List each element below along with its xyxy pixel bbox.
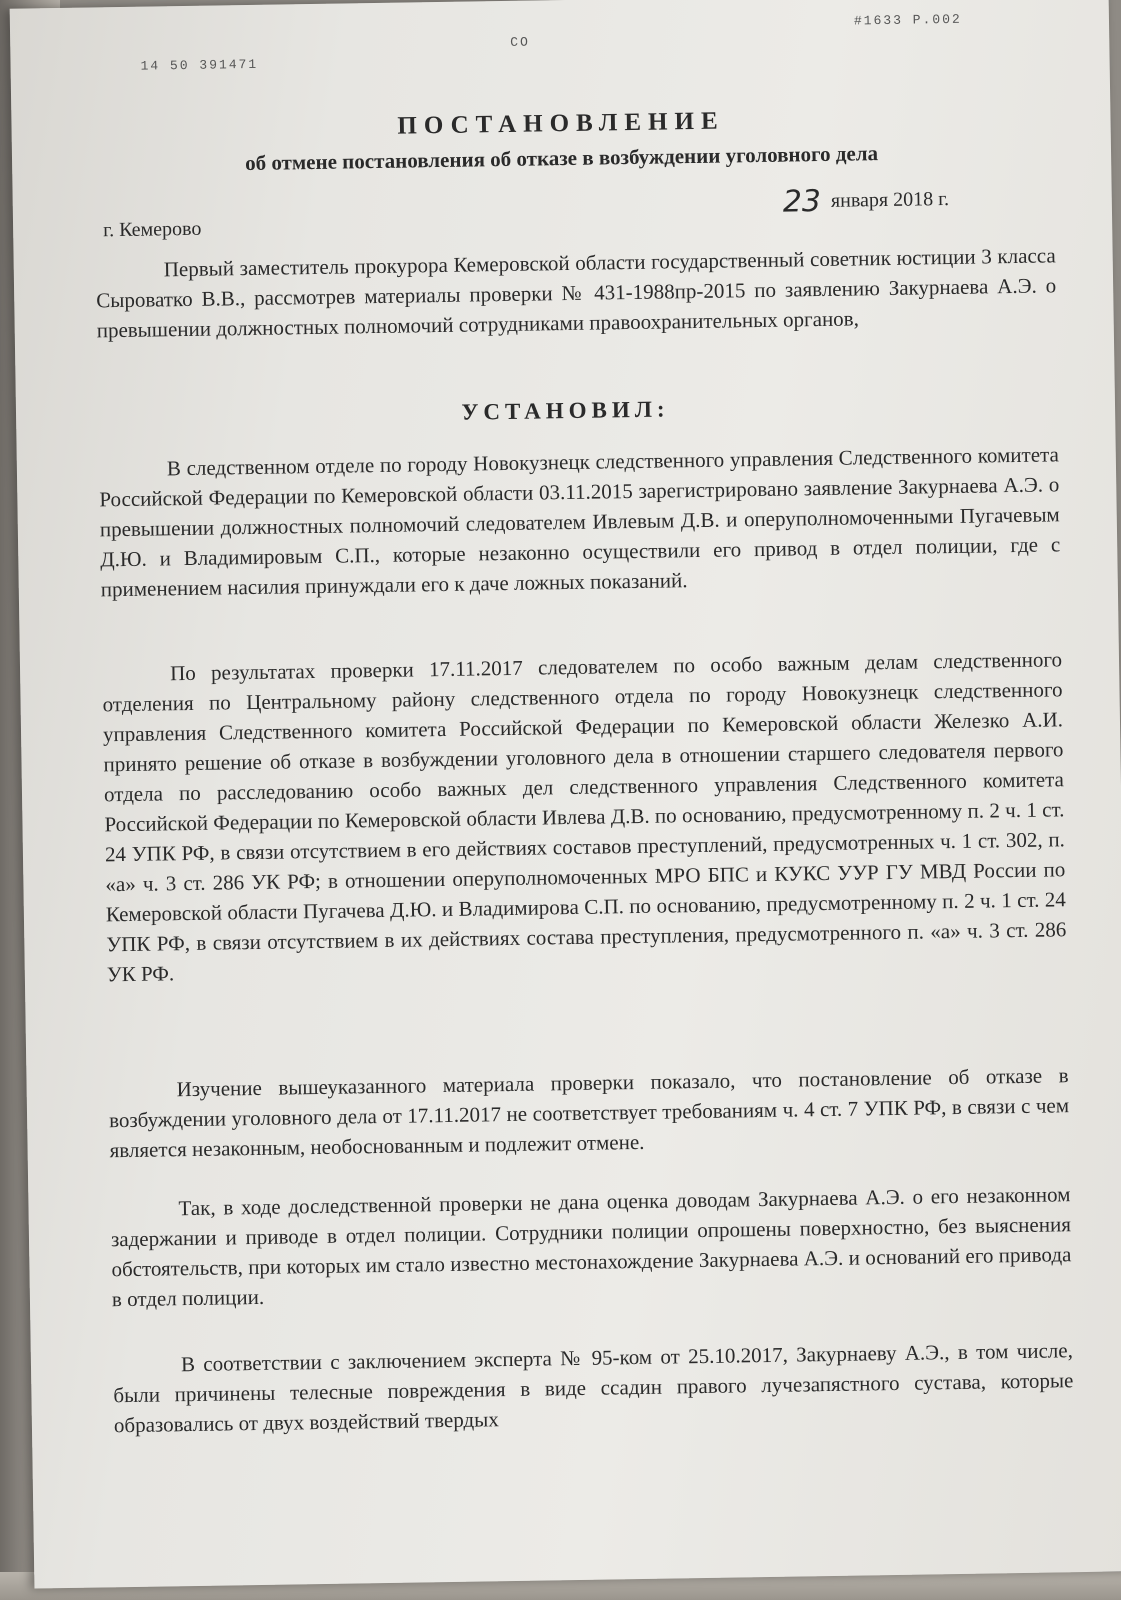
document-title: ПОСТАНОВЛЕНИЕ	[397, 107, 725, 140]
document-page	[10, 0, 1121, 1589]
date-month-year: января 2018 г.	[830, 187, 950, 212]
body-paragraph: Изучение вышеуказанного материала проверки показало, что постановление об отказе в возбуждении уголовного дела от 17.11.2017 не соответствует требованиям ч. 4 ст. 7 УПК РФ, в связи с чем является незаконным, необоснованным и подлежит отмене.	[108, 1063, 1070, 1163]
document-subtitle: об отмене постановления об отказе в возбуждении уголовного дела	[244, 141, 879, 176]
body-paragraph: Так, в ходе доследственной проверки не дана оценка доводам Закурнаева А.Э. о его незаконном задержании и приводе в отдел полиции. Сотрудники полиции опрошены поверхностно, без выяснения обстоятельств, при которых им стало известно местонахождение Закурнаева А.Э. и оснований его привода в отдел полиции.	[110, 1182, 1072, 1312]
body-paragraph: По результатах проверки 17.11.2017 следователем по особо важным делам следственного отделения по Центральному району следственного отдела по городу Новокузнецк следственного управления Следственного комитета Российской Федерации по Кемеровской области Железко А.И. принято решение об отказе в возбуждении уголовного дела в отношении старшего следователя первого отдела по расследованию особо важных дел следственного управления Следственного комитета Российской Федерации по Кемеровской области Ивлева Д.В. по основанию, предусмотренному п. 2 ч. 1 ст. 24 УПК РФ, в связи отсутствием в его действиях составов преступлений, предусмотренных ч. 1 ст. 302, п. «а» ч. 3 ст. 286 УК РФ; в отношении оперуполномоченных МРО БПС и КУКС УУР ГУ МВД России по Кемеровской области Пугачева Д.Ю. и Владимирова С.П. по основанию, предусмотренному п. 2 ч. 1 ст. 24 УПК РФ, в связи отсутствием в их действиях состава преступления, предусмотренного п. «а» ч. 3 ст. 286 УК РФ.	[102, 647, 1067, 987]
fax-page-marker: #1633 P.002	[853, 11, 962, 29]
document-date	[783, 182, 950, 220]
document-city: г. Кемерово	[102, 217, 202, 242]
body-paragraph: В следственном отделе по городу Новокузнецк следственного управления Следственного комитета Российской Федерации по Кемеровской области 03.11.2015 зарегистрировано заявление Закурнаева А.Э. о превышении должностных полномочий следователем Ивлевым Д.В. и оперуполномоченными Пугачевым Д.Ю. и Владимировым С.П., которые незаконно осуществили его привод в отдел полиции, где с применением насилия принуждали его к даче ложных показаний.	[99, 442, 1061, 602]
body-paragraph: В соответствии с заключением эксперта № 95-ком от 25.10.2017, Закурнаеву А.Э., в том числе, были причинены телесные повреждения в виде ссадин правого лучезапястного сустава, которые образовались от двух воздействий твердых	[113, 1338, 1074, 1438]
fax-header-mark: CO	[510, 34, 530, 50]
fax-header-number: 14 50 391471	[140, 56, 259, 74]
date-day-handwritten: 23	[782, 184, 822, 220]
intro-paragraph: Первый заместитель прокурора Кемеровской области государственный советник юстиции 3 класса Сыроватко В.В., рассмотрев материалы проверки № 431-1988пр-2015 по заявлению Закурнаева А.Э. о превышении должностных полномочий сотрудниками правоохранительных органов,	[96, 243, 1057, 343]
section-heading: УСТАНОВИЛ:	[461, 396, 670, 425]
